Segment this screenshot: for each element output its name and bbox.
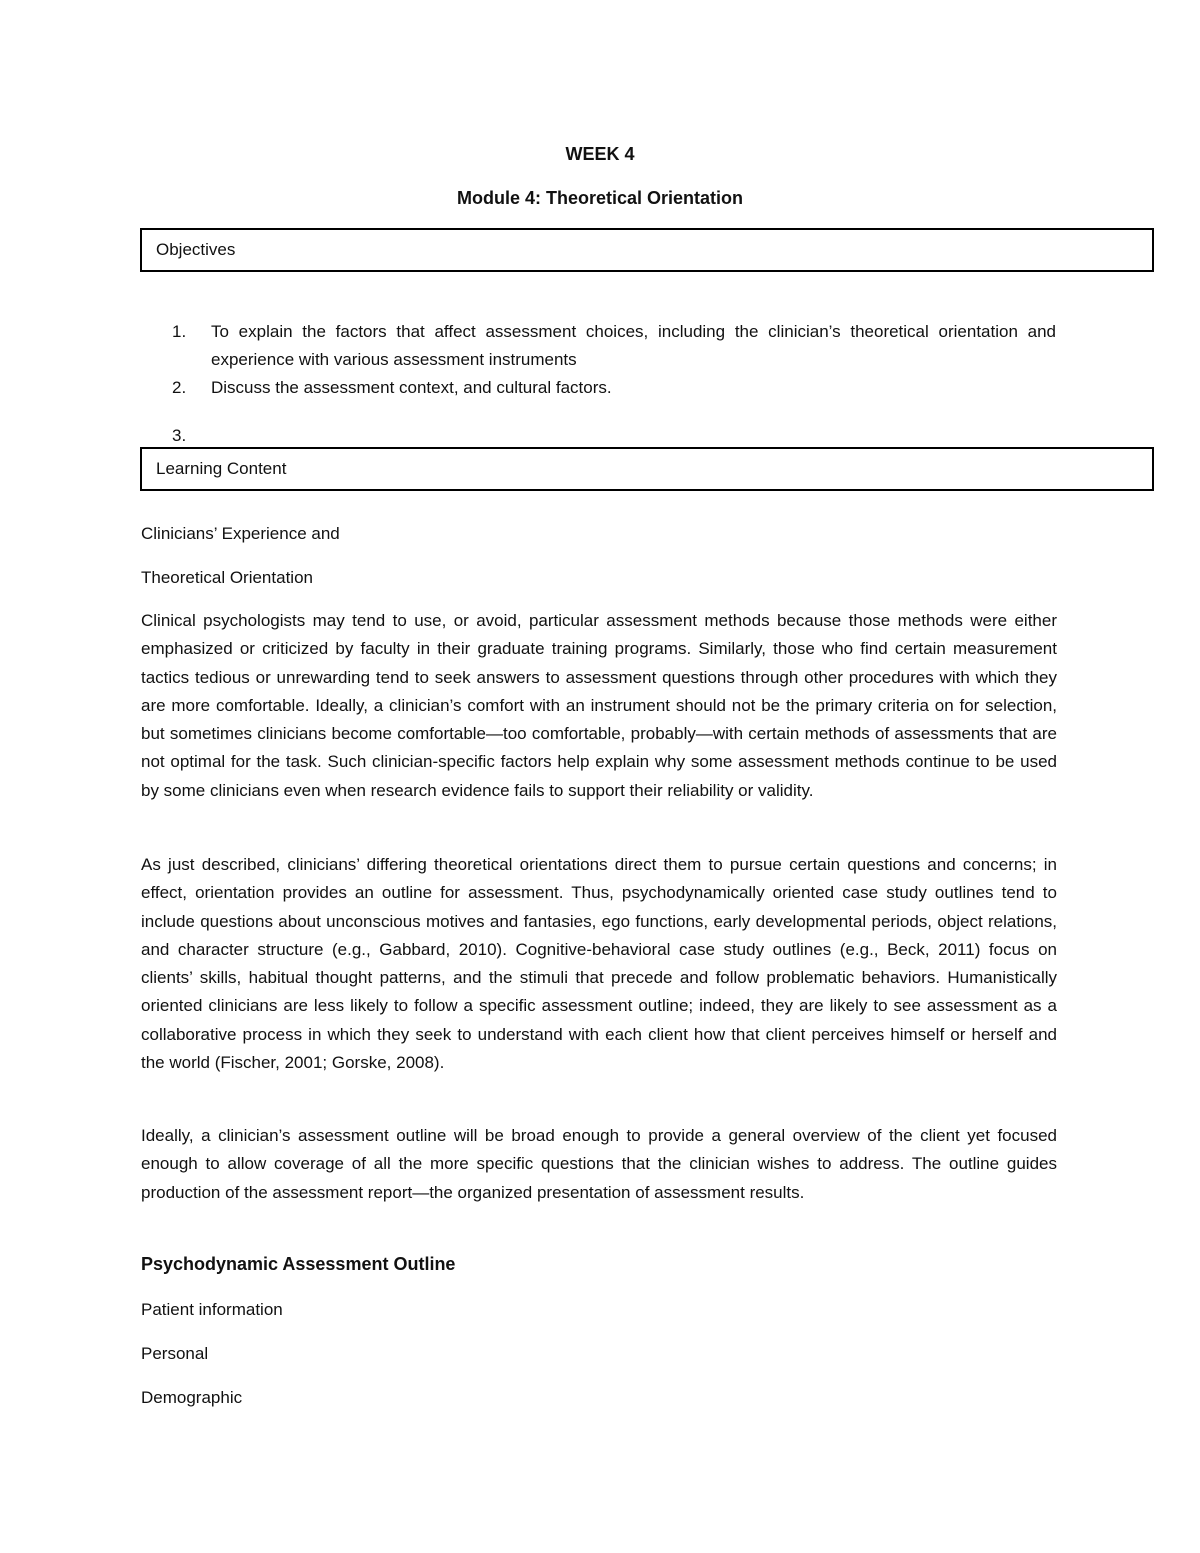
paragraph: Ideally, a clinician’s assessment outline will be broad enough to provide a general overview of the client yet focused enough to allow coverage of all the more specific questions that the clinician wishes to address. The outline guides production of the assessment report—the organized presentation of assessment results. <box>141 1126 1057 1202</box>
objective-number: 3. <box>172 426 187 442</box>
outline-item: Demographic <box>141 1388 243 1407</box>
paragraph: As just described, clinicians’ differing theoretical orientations direct them to pursue certain questions and concerns; in effect, orientation provides an outline for assessment. Thus, psychodynamically oriented case study outlines tend to include questions about unconscious motives and fantasies, ego functions, early developmental periods, object relations, and character structure (e.g., Gabbard, 2010). Cognitive-behavioral case study outlines (e.g., Beck, 2011) focus on clients’ skills, habitual thought patterns, and the stimuli that precede and follow problematic behaviors. Humanistically oriented clinicians are less likely to follow a specific assessment outline; indeed, they are likely to see assessment as a collaborative process in which they seek to understand with each client how that client perceives himself or herself and the world (Fischer, 2001; Gorske, 2008). <box>141 855 1057 1073</box>
objective-item <box>172 422 1056 442</box>
objective-item <box>172 318 1056 374</box>
objective-item <box>172 374 1056 402</box>
paragraph: Clinical psychologists may tend to use, or avoid, particular assessment methods because those methods were either emphasized or criticized by faculty in their graduate training programs. Similarly, those who find certain measurement tactics tedious or unrewarding tend to seek answers to assessment questions through other procedures with which they are more comfortable. Ideally, a clinician’s comfort with an instrument should not be the primary criteria on for selection, but sometimes clinicians become comfortable—too comfortable, probably—with certain methods of assessments that are not optimal for the task. Such clinician-specific factors help explain why some assessment methods continue to be used by some clinicians even when research evidence fails to support their reliability or validity. <box>141 611 1057 800</box>
learning-content-label: Learning Content <box>156 459 287 478</box>
objective-number: 1. <box>172 322 187 341</box>
objectives-box <box>140 228 1154 272</box>
outline-heading: Psychodynamic Assessment Outline <box>141 1254 456 1274</box>
week-title: WEEK 4 <box>565 144 635 164</box>
objectives-label: Objectives <box>156 240 236 259</box>
objectives-list <box>172 318 1056 442</box>
outline-item: Patient information <box>141 1300 283 1319</box>
section-subtitle-line-2: Theoretical Orientation <box>141 568 313 587</box>
objective-number: 2. <box>172 378 187 397</box>
learning-content-box <box>140 447 1154 491</box>
module-title: Module 4: Theoretical Orientation <box>456 188 744 208</box>
section-subtitle-line-1: Clinicians’ Experience and <box>141 524 340 543</box>
objective-text: Discuss the assessment context, and cultural factors. <box>211 378 612 397</box>
objective-text: To explain the factors that affect assessment choices, including the clinician’s theoretical orientation and experience with various assessment instruments <box>211 322 1056 369</box>
outline-item: Personal <box>141 1344 209 1363</box>
